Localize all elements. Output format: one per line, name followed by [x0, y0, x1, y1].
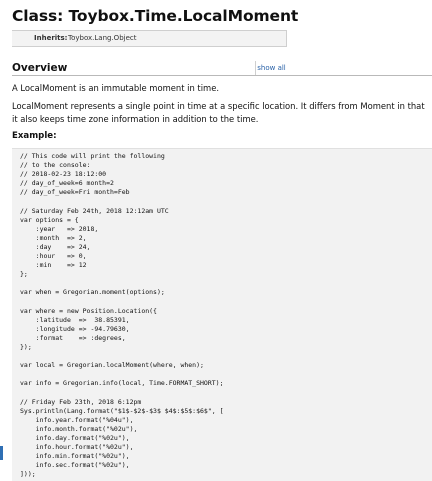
page-title: Class: Toybox.Time.LocalMoment	[12, 7, 299, 25]
show-all-link[interactable]: show all	[255, 61, 287, 76]
nav-position-marker	[0, 446, 3, 460]
code-example-text: // This code will print the following // to the console: // 2018-02-23 18:12:00 // day_of_week=6 month=2 // day_of_week=Fri month=Feb // Saturday Feb 24th, 2018 12:12am UTC var options = { :year => 2018, :month => 2, :day => 24, :hour => 0, :min => 12 }; var when = Gregorian.moment(options); var where = new Position.Location({ :latitude => 38.85391, :longitude => -94.79630, :format => :degrees, }); var local = Gregorian.localMoment(where, when); var info = Gregorian.info(local, Time.FORMAT_SHORT); // Friday Feb 23th, 2018 6:12pm Sys.println(Lang.format("$1$-$2$-$3$ $4$:$5$:$6$", [ info.year.format("%04u"), info.month.format("%02u"), info.day.format("%02u"), info.hour.format("%02u"), info.min.format("%02u"), info.sec.format("%02u"), ]));	[20, 152, 224, 479]
code-example-block	[12, 148, 432, 481]
overview-paragraph-2: LocalMoment represents a single point in time at a specific location. It differs from Moment in that it also keeps time zone information in addition to the time.	[12, 101, 425, 124]
overview-divider	[12, 75, 432, 76]
overview-heading: Overview	[12, 62, 68, 74]
overview-paragraph-1: A LocalMoment is an immutable moment in time.	[12, 83, 220, 93]
example-heading: Example:	[12, 131, 57, 141]
inherits-value: Toybox.Lang.Object	[68, 34, 137, 42]
inherits-label: Inherits:	[34, 34, 68, 42]
